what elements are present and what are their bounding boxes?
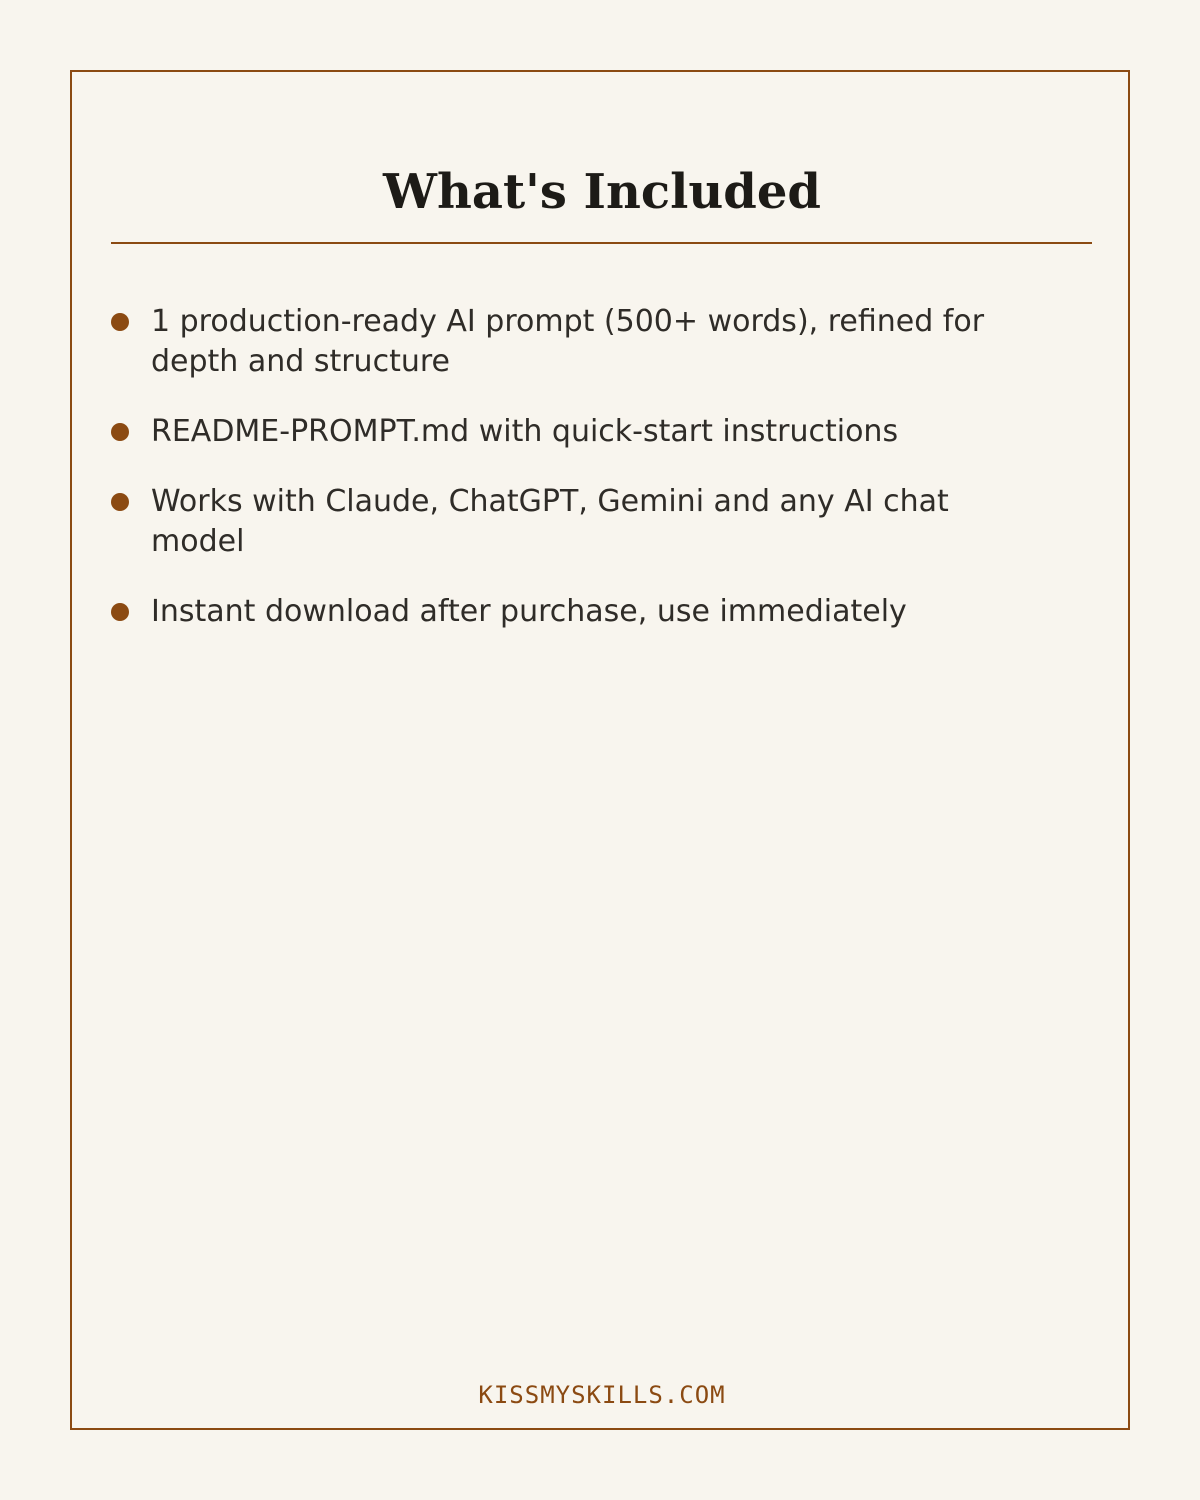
list-item [111, 302, 1011, 382]
list-item-text: Works with Claude, ChatGPT, Gemini and any AI chat model [151, 484, 949, 559]
list-item [111, 482, 1011, 562]
included-list [111, 302, 1011, 662]
title-divider [111, 242, 1092, 244]
bullet-icon [111, 493, 129, 511]
list-item [111, 412, 1011, 452]
list-item-text: 1 production-ready AI prompt (500+ words), refined for depth and structure [151, 304, 985, 379]
list-item-text: README-PROMPT.md with quick-start instructions [151, 414, 899, 449]
page-title: What's Included [383, 164, 821, 220]
bullet-icon [111, 313, 129, 331]
bullet-icon [111, 603, 129, 621]
site-footer-link[interactable]: KISSMYSKILLS.COM [478, 1381, 726, 1409]
bullet-icon [111, 423, 129, 441]
list-item [111, 592, 1011, 632]
list-item-text: Instant download after purchase, use immediately [151, 594, 907, 629]
content-frame [70, 70, 1130, 1430]
